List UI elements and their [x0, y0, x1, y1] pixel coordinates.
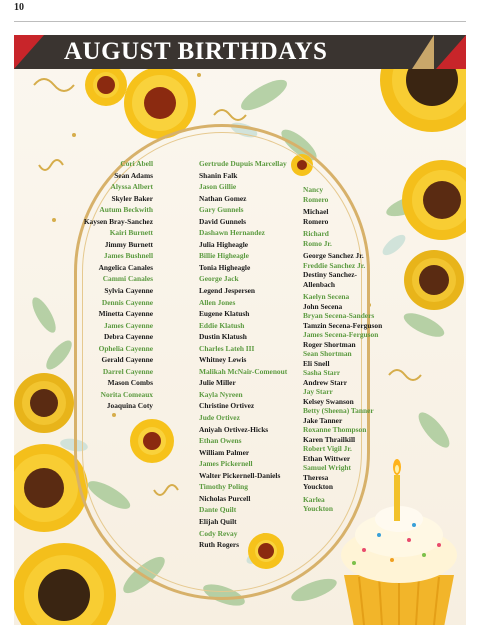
birthday-column-1: [70, 158, 153, 412]
birthday-name: Billie Higheagle: [199, 251, 249, 261]
birthday-name: Ophelia Cayenne: [98, 343, 153, 353]
birthday-name: Debra Cayenne: [103, 332, 153, 342]
birthday-name-line: Betty (Sheena) Tanner: [303, 406, 374, 415]
birthday-name-line: Allenbach: [303, 279, 336, 289]
birthday-name: Eddie Klatush: [199, 320, 245, 330]
birthday-name: Shanin Falk: [199, 170, 238, 180]
birthday-name: Joaquina Coty: [106, 401, 153, 411]
birthday-name: [303, 207, 383, 228]
birthday-name: [303, 387, 383, 397]
birthday-name: Angelica Canales: [98, 262, 153, 272]
birthday-name: James Bushnell: [103, 251, 153, 261]
birthday-name: Julie Miller: [199, 378, 236, 388]
birthday-name: Cody Revay: [199, 528, 238, 538]
birthday-name-line: Michael: [303, 207, 329, 216]
birthday-name: Cammi Canales: [102, 274, 153, 284]
birthday-name: Jude Ortivez: [199, 413, 240, 423]
birthday-name: Allen Jones: [199, 297, 236, 307]
birthday-name-line: Sean Shortman: [303, 349, 352, 358]
birthday-name: Aniyah Ortivez-Hicks: [199, 424, 269, 434]
birthday-name: Julia Higheagle: [199, 239, 249, 249]
page-title: AUGUST BIRTHDAYS: [64, 38, 328, 65]
birthday-name: Skyler Baker: [111, 193, 153, 203]
birthday-name-line: Youckton: [303, 482, 333, 491]
birthday-name: [303, 435, 383, 445]
birthday-name: David Gunnels: [199, 216, 247, 226]
birthday-name: Darrel Cayenne: [102, 366, 153, 376]
birthday-name-line: Roger Shortman: [303, 339, 356, 349]
birthday-name-line: Bryan Secena-Sanders: [303, 311, 375, 320]
birthday-name: Gertrude Dupuis Marcellay: [199, 159, 287, 168]
birthday-name: [303, 340, 383, 350]
birthday-name: [303, 185, 383, 206]
birthday-name: Nathan Gomez: [199, 193, 247, 203]
birthday-name-line: Youckton: [303, 504, 333, 513]
birthday-name-line: Sasha Starr: [303, 368, 341, 377]
birthday-name: Nicholas Purcell: [199, 493, 251, 503]
birthday-name: [303, 473, 383, 494]
birthday-name-line: Kelsey Swanson: [303, 396, 354, 406]
birthday-name: [303, 349, 383, 359]
title-banner: [14, 35, 466, 69]
banner-accent-gold: [412, 35, 434, 69]
birthday-column-2: [199, 158, 299, 551]
birthday-name: [303, 463, 383, 473]
birthday-name: Dante Quilt: [199, 505, 237, 515]
birthday-name-line: Freddie Sanchez Jr.: [303, 260, 366, 270]
birthday-name: Kayla Nyreen: [199, 389, 243, 399]
birthday-name-line: Tamzin Secena-Ferguson: [303, 320, 383, 330]
birthday-name-line: Samuel Wright: [303, 463, 351, 472]
birthday-name: Sylvia Cayenne: [104, 286, 153, 296]
birthday-name: [303, 368, 383, 378]
birthday-name: Malikah McNair-Comenout: [199, 366, 288, 376]
birthday-name-line: Nancy: [303, 185, 324, 194]
birthday-name-line: George Sanchez Jr.: [303, 251, 364, 260]
birthday-name: Christine Ortivez: [199, 401, 255, 411]
birthday-name: Tonia Higheagle: [199, 262, 251, 272]
birthday-name: Autum Beckwith: [99, 205, 153, 215]
birthday-name-line: Romero: [303, 216, 329, 226]
page-number: 10: [14, 2, 24, 13]
birthday-name: Mason Combs: [107, 378, 153, 388]
birthday-name: [303, 397, 383, 407]
birthday-name: Minetta Cayenne: [98, 309, 153, 319]
birthday-name: [303, 454, 383, 464]
birthday-name-line: Theresa: [303, 472, 329, 482]
birthday-name: [303, 406, 383, 416]
birthday-name: Eugene Klatush: [199, 309, 250, 319]
birthday-name-line: Richard: [303, 229, 329, 238]
birthday-name: Dashawn Hernandez: [199, 228, 265, 238]
birthday-name: [303, 270, 383, 291]
birthday-name: Jason Gillie: [199, 182, 237, 192]
birthday-name: Elijah Quilt: [199, 516, 237, 526]
birthday-name-line: Romo Jr.: [303, 238, 332, 248]
birthday-name: [303, 311, 383, 321]
birthday-name: Cori Abell: [120, 159, 153, 168]
birthday-name: Gary Gunnels: [199, 205, 244, 215]
birthday-name: Walter Pickernell-Daniels: [199, 470, 281, 480]
birthday-name: [303, 229, 383, 250]
birthday-name-line: Kaelyn Secena: [303, 292, 350, 301]
birthday-name: [303, 261, 383, 271]
birthday-name: [303, 425, 383, 435]
birthday-name: Legend Jespersen: [199, 286, 256, 296]
birthday-name: Sean Adams: [114, 170, 153, 180]
birthday-name: [303, 378, 383, 388]
birthday-name: [303, 416, 383, 426]
birthday-name-line: Andrew Starr: [303, 377, 347, 387]
birthday-name: William Palmer: [199, 447, 250, 457]
birthday-name: [303, 302, 383, 312]
birthday-name: [303, 330, 383, 340]
birthday-name: James Pickernell: [199, 459, 253, 469]
birthday-name: Gerald Cayenne: [101, 355, 153, 365]
birthday-name: Charles Lateh III: [199, 343, 255, 353]
birthday-name: [303, 251, 383, 261]
birthday-name: Ethan Owens: [199, 436, 242, 446]
birthday-name-line: James Secena-Ferguson: [303, 330, 379, 339]
birthday-name: George Jack: [199, 274, 239, 284]
banner-accent-right: [436, 35, 466, 69]
birthday-name-line: Robert Vigil Jr.: [303, 444, 352, 453]
birthday-name: Kairi Burnett: [109, 228, 153, 238]
birthday-name: Dennis Cayenne: [101, 297, 153, 307]
birthday-name: Kaysen Bray-Sanchez: [83, 216, 153, 226]
birthday-name-line: Karlea: [303, 494, 325, 504]
birthday-name-line: Ethan Wittwer: [303, 453, 351, 463]
birthday-name: [303, 359, 383, 369]
birthday-name: Norita Comeaux: [100, 389, 153, 399]
birthday-name-line: Jay Starr: [303, 387, 333, 396]
birthday-name-line: John Secena: [303, 301, 343, 311]
birthday-name: Whitney Lewis: [199, 355, 247, 365]
birthday-column-3: [303, 185, 383, 517]
birthday-name-line: Eli Snell: [303, 358, 330, 368]
header-rule: [14, 21, 466, 22]
birthday-name: James Cayenne: [103, 320, 153, 330]
birthday-name: Timothy Poling: [199, 482, 248, 492]
birthday-name: [303, 444, 383, 454]
birthday-name: Jimmy Burnett: [104, 239, 153, 249]
birthday-name-line: Destiny Sanchez-: [303, 270, 357, 279]
birthday-name: [303, 292, 383, 302]
birthday-name-line: Romero: [303, 194, 329, 204]
banner-accent-left: [14, 35, 44, 69]
birthday-name: Dustin Klatush: [199, 332, 247, 342]
birthday-name: [303, 321, 383, 331]
birthday-name-line: Karen Thrailkill: [303, 434, 356, 444]
birthday-name-line: Roxanne Thompson: [303, 425, 367, 434]
birthday-name-line: Jake Tanner: [303, 415, 343, 425]
birthday-name: [303, 495, 383, 516]
birthday-name: Alyssa Albert: [110, 182, 153, 192]
birthday-name: Ruth Rogers: [199, 540, 240, 550]
